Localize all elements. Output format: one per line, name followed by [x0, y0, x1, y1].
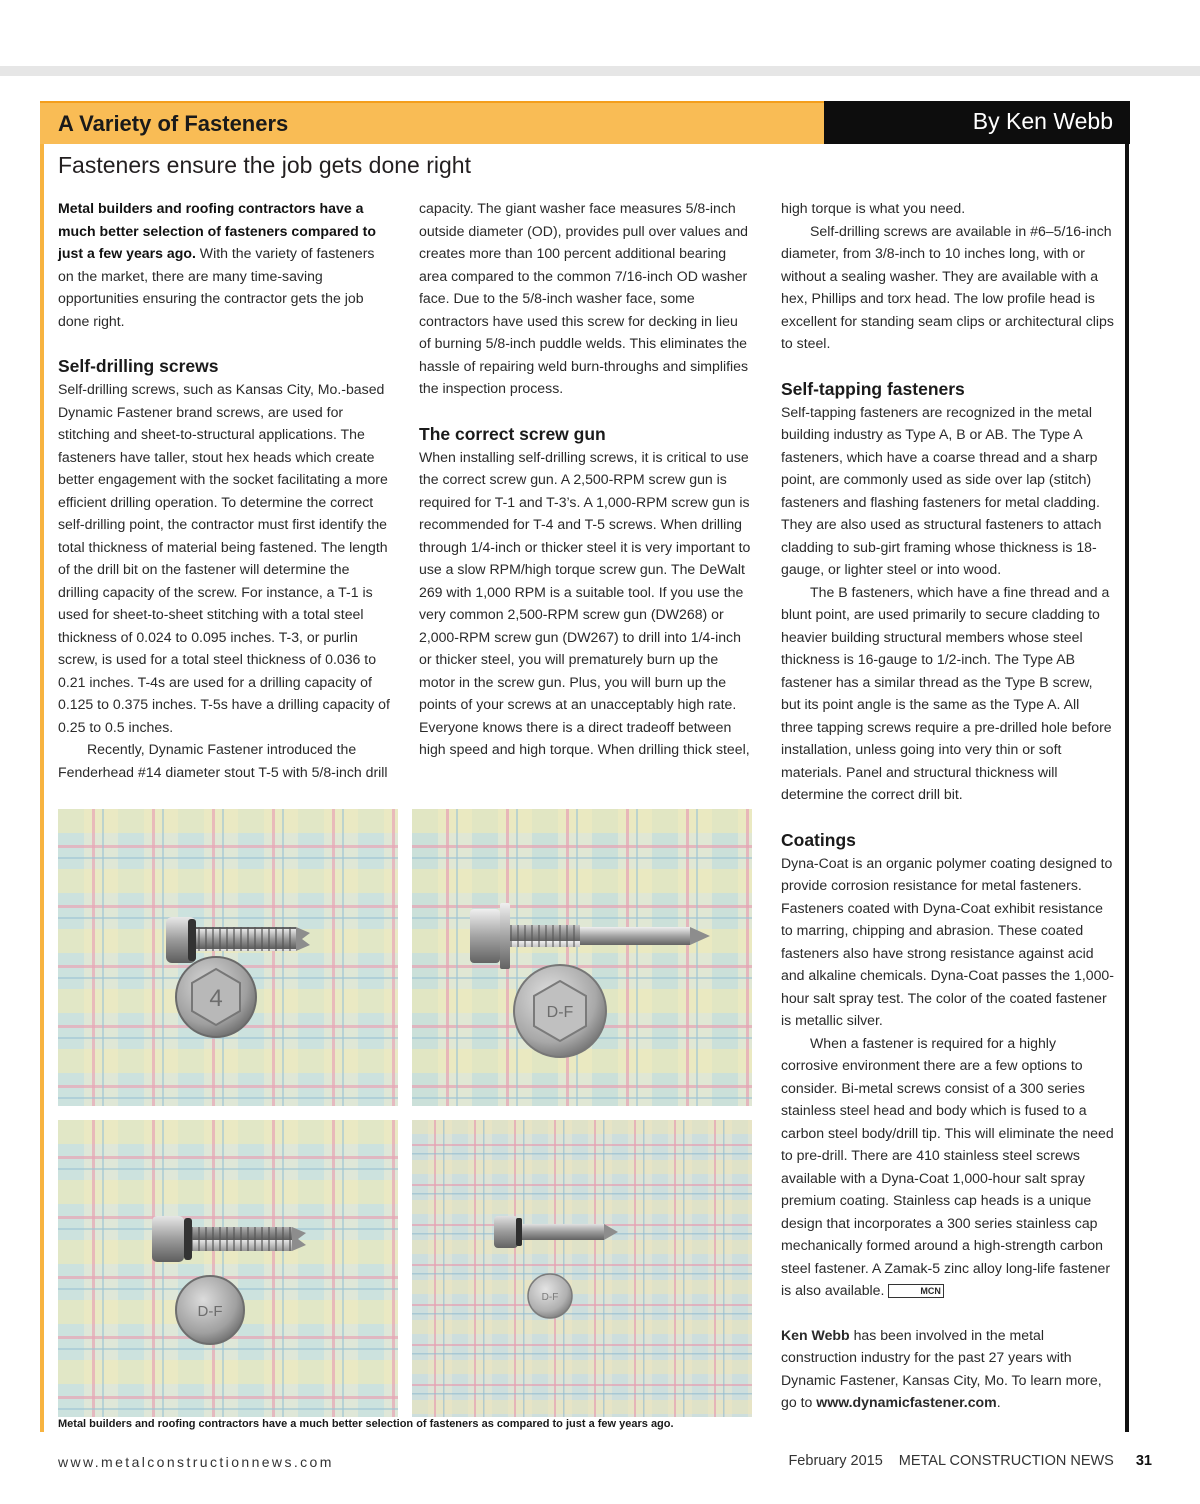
paragraph-capacity: capacity. The giant washer face measures 5/8-inch outside diameter (OD), provides pull over values and creates more than 100 percent additional bearing area compared to the common 7/16-inch OD washer face. Due to the 5/8-inch washer face, some contractors have used this screw for decking in lieu of burning 5/8-inch puddle welds. This eliminates the hassle of repairing weld burn-throughs and simplifies the inspection process. — [419, 200, 749, 396]
paragraph-type-b: The B fasteners, which have a fine thread and a blunt point, are used primarily to secure cladding to heavier building structural members whose steel thickness is 16-gauge to 1/2-inch. The Type AB fastener has a similar thread as the Type B screw, but its point angle is the same as the Type A. All three tapping screws require a pre-drilled hole before installation, unless going into very thin or soft materials. Panel and structural thickness will determine the correct drill bit. — [781, 583, 1112, 802]
bio-text: has been involved in the metal construction industry for the past 27 years with Dynamic Fastener, Kansas City, Mo. To learn more, go to — [781, 1326, 1102, 1410]
paragraph-corrosive — [781, 1032, 1115, 1302]
heading-self-drilling: Self-drilling screws — [58, 356, 219, 376]
column-2 — [419, 197, 753, 761]
byline-box — [824, 101, 1130, 144]
footer-publication: METAL CONSTRUCTION NEWS — [898, 1453, 1114, 1469]
paragraph-coatings: Dyna-Coat is an organic polymer coating designed to provide corrosion resistance for metal fasteners. Fasteners coated with Dyna-Coat exhibit resistance to marring, chipping and abrasion. These coated fasteners also have strong resistance against acid and alkaline chemicals. Dyna-Coat passes the 1,000-hour salt spray test. The color of the coated fastener is metallic silver. — [781, 854, 1114, 1028]
washer-mark-2: D-F — [546, 1004, 574, 1021]
banner-title-box — [40, 101, 824, 144]
footer-url[interactable]: www.metalconstructionnews.com — [58, 1454, 334, 1470]
footer-date: February 2015 — [788, 1453, 883, 1469]
fastener-photo-3 — [58, 1120, 398, 1417]
footer-info — [772, 1453, 1152, 1469]
paragraph-available: Self-drilling screws are available in #6–5/16-inch diameter, from 3/8-inch to 10 inches long, with or without a sealing washer. They are available with a hex, Phillips and torx head. The low profile head is excellent for standing seam clips or architectural clips to steel. — [781, 222, 1114, 351]
article-banner — [40, 101, 1130, 144]
fastener-photo-1 — [58, 809, 398, 1106]
bio-url: www.dynamicfastener.com — [816, 1394, 997, 1410]
paragraph-screw-gun: When installing self-drilling screws, it is critical to use the correct screw gun. A 2,500-RPM screw gun is required for T-1 and T-3’s. A 1,000-RPM screw gun is recommended for T-4 and T-5 screws. When drilling through 1/4-inch or thicker steel it is very important to use a slow RPM/high torque screw gun. The DeWalt 269 with 1,000 RPM is a suitable tool. If you use the very common 2,500-RPM screw gun (DW268) or 2,000-RPM screw gun (DW267) to drill into 1/4-inch or thicker steel, you will prematurely burn up the motor in the screw gun. Plus, you will burn up the points of your screws at an unacceptably high rate. Everyone knows there is a direct tradeoff between high speed and high torque. When drilling thick steel, — [419, 448, 751, 757]
paragraph-self-drilling: Self-drilling screws, such as Kansas City, Mo.-based Dynamic Fastener brand screws, are used for stitching and sheet-to-structural applications. The fasteners have taller, stout hex heads which create better engagement with the socket facilitating a more efficient drilling operation. To determine the correct self-drilling point, the contractor must first identify the total thickness of material being fastened. The length of the drill bit on the fastener will determine the drilling capacity of the screw. For instance, a T-1 is used for sheet-to-sheet stitching with a total steel thickness of 0.024 to 0.095 inches. T-3, or purlin screw, is used for a total steel thickness of 0.036 to 0.21 inches. T-4s are used for a drilling capacity of 0.125 to 0.375 inches. T-5s have a drilling capacity of 0.25 to 0.5 inches. — [58, 381, 390, 735]
column-3 — [781, 197, 1115, 1414]
top-gray-bar — [0, 66, 1200, 76]
washer-top-view-3 — [176, 1276, 244, 1344]
end-mark-icon: MCN — [888, 1284, 944, 1298]
page-number: 31 — [1135, 1453, 1152, 1469]
paragraph-self-tapping: Self-tapping fasteners are recognized in the metal building industry as Type A, B or AB. The Type A fasteners, which have a coarse thread and a sharp point, are commonly used as side over lap (stitch) fasteners and flashing fasteners for metal cladding. They are also used as structural fasteners to attach cladding to sub-girt framing whose thickness is 18-gauge, or lighter steel or into wood. — [781, 403, 1102, 577]
heading-self-tapping: Self-tapping fasteners — [781, 378, 965, 399]
author-bio — [781, 1324, 1115, 1414]
fastener-photo-2 — [412, 809, 752, 1106]
byline: By Ken Webb — [972, 108, 1113, 134]
frame-right-rule — [1125, 144, 1129, 1432]
intro-rest: With the variety of fasteners on the market, there are many time-saving opportunities ensuring the contractor gets the job done right. — [58, 245, 375, 329]
section-title: A Variety of Fasteners — [58, 111, 289, 136]
intro-paragraph — [58, 197, 390, 332]
paragraph-high-torque: high torque is what you need. — [781, 200, 966, 216]
washer-mark-4: D-F — [541, 1292, 559, 1303]
corrosive-text: When a fastener is required for a highly corrosive environment there are a few options to consider. Bi-metal screws consist of a 300 series stainless steel head and body which is fused to a carbon steel body/drill tip. This will eliminate the need to pre-drill. There are 410 stainless steel screws available with a Dyna-Coat 1,000-hour salt spray premium coating. Stainless cap heads is a unique design that incorporates a 300 series stainless cap mechanically formed around a high-strength carbon steel fastener. A Zamak-5 zinc alloy long-life fastener is also available. — [781, 1034, 1114, 1298]
washer-mark-3: D-F — [197, 1303, 223, 1320]
washer-top-view-4 — [528, 1274, 572, 1318]
intro-lead: Metal builders and roofing contractors have a much better selection of fasteners compared to just a few years ago. — [58, 200, 376, 261]
washer-top-view-1 — [176, 957, 256, 1037]
paragraph-recently: Recently, Dynamic Fastener introduced the Fenderhead #14 diameter stout T-5 with 5/8-inch drill — [58, 741, 388, 780]
washer-mark-1: 4 — [209, 985, 223, 1012]
article-subtitle: Fasteners ensure the job gets done right — [58, 152, 471, 178]
heading-screw-gun: The correct screw gun — [419, 423, 606, 444]
frame-left-rule — [40, 144, 44, 1432]
photo-caption: Metal builders and roofing contractors have a much better selection of fasteners as compared to just a few years ago. — [58, 1418, 674, 1430]
fastener-photo-4 — [412, 1120, 752, 1417]
bio-end: . — [996, 1394, 1001, 1410]
washer-top-view-2 — [514, 965, 606, 1057]
column-1 — [58, 197, 390, 783]
bio-name: Ken Webb — [781, 1326, 850, 1343]
heading-coatings: Coatings — [781, 829, 856, 850]
